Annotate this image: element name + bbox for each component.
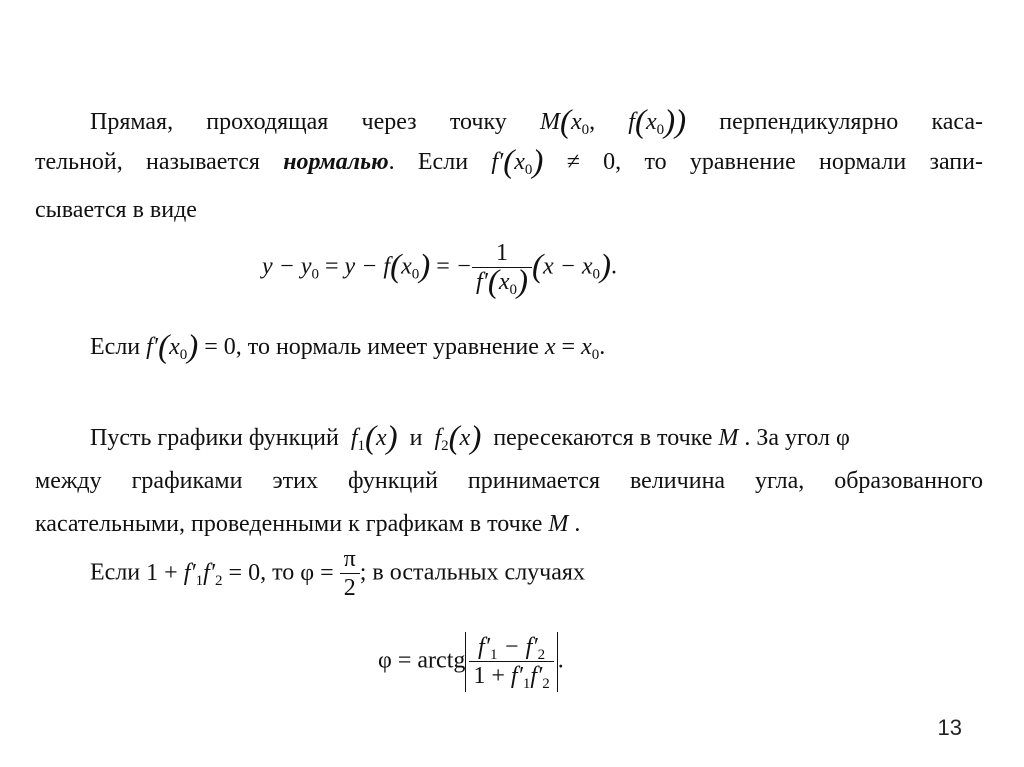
text: , то уравнение нормали запи- [615, 149, 983, 175]
perpendicular-condition-formula: $1 + f'_1f'_2 = 0$ [146, 559, 261, 589]
absolute-value: $\frac{f'_1 - f'_2}{1 + f'_1f'_2}$ [465, 632, 557, 692]
text: перпендикулярно каса- [719, 109, 984, 135]
text: касательными, проведенными к графикам в точке [35, 511, 543, 537]
angle-formula: φ = arctg $\frac{f'_1 - f'_2}{1 + f'_1f'_2}$ . [378, 634, 564, 692]
f2-formula: $f_2(x)$ [434, 420, 482, 456]
para2 [90, 329, 606, 365]
text: и [409, 425, 423, 451]
text: Если [90, 334, 141, 360]
text: тельной, называется нормалью. Если [35, 149, 469, 175]
text: Если [90, 559, 141, 586]
text: пересекаются в точке [493, 425, 713, 451]
point-M-formula: $M(x_0$, $f(x_0)$) [539, 104, 687, 140]
para4 [90, 546, 585, 602]
point-M: M [718, 425, 739, 451]
text: Пусть графики функций [90, 425, 339, 451]
text: Прямая, проходящая через точку [90, 109, 507, 135]
para1-line2 [35, 144, 983, 180]
vertical-normal-formula: $x = x_0$. [544, 334, 606, 363]
text: , то нормаль имеет уравнение [235, 334, 539, 360]
page-number: 13 [937, 715, 962, 740]
text: . За угол φ [744, 425, 850, 451]
normal-equation-formula: $y - y_0 = y - f(x_0)$ = − $\frac{1}{f'(x_0)}$ $(x - x_0)$. [262, 240, 618, 300]
text: , то [260, 559, 295, 586]
para3-line3: касательными, проведенными к графикам в точке M . [35, 511, 581, 537]
arctg-label: arctg [417, 647, 466, 674]
text: ; в остальных случаях [359, 559, 585, 586]
derivative-nonzero-formula: $f'(x_0) \ne 0$ [491, 144, 616, 180]
phi-right-angle-formula: φ = $\frac{\pi}{2}$ [300, 560, 360, 586]
para3-line2: между графиками этих функций принимается величина угла, образованного [35, 468, 983, 494]
point-M: M [548, 511, 569, 537]
f1-formula: $f_1(x)$ [350, 420, 398, 456]
derivative-zero-formula: $f'(x_0) = 0$ [146, 329, 236, 365]
para3-line1 [90, 420, 850, 456]
para1-line1 [90, 104, 984, 140]
para1-line3: сывается в виде [35, 197, 197, 223]
